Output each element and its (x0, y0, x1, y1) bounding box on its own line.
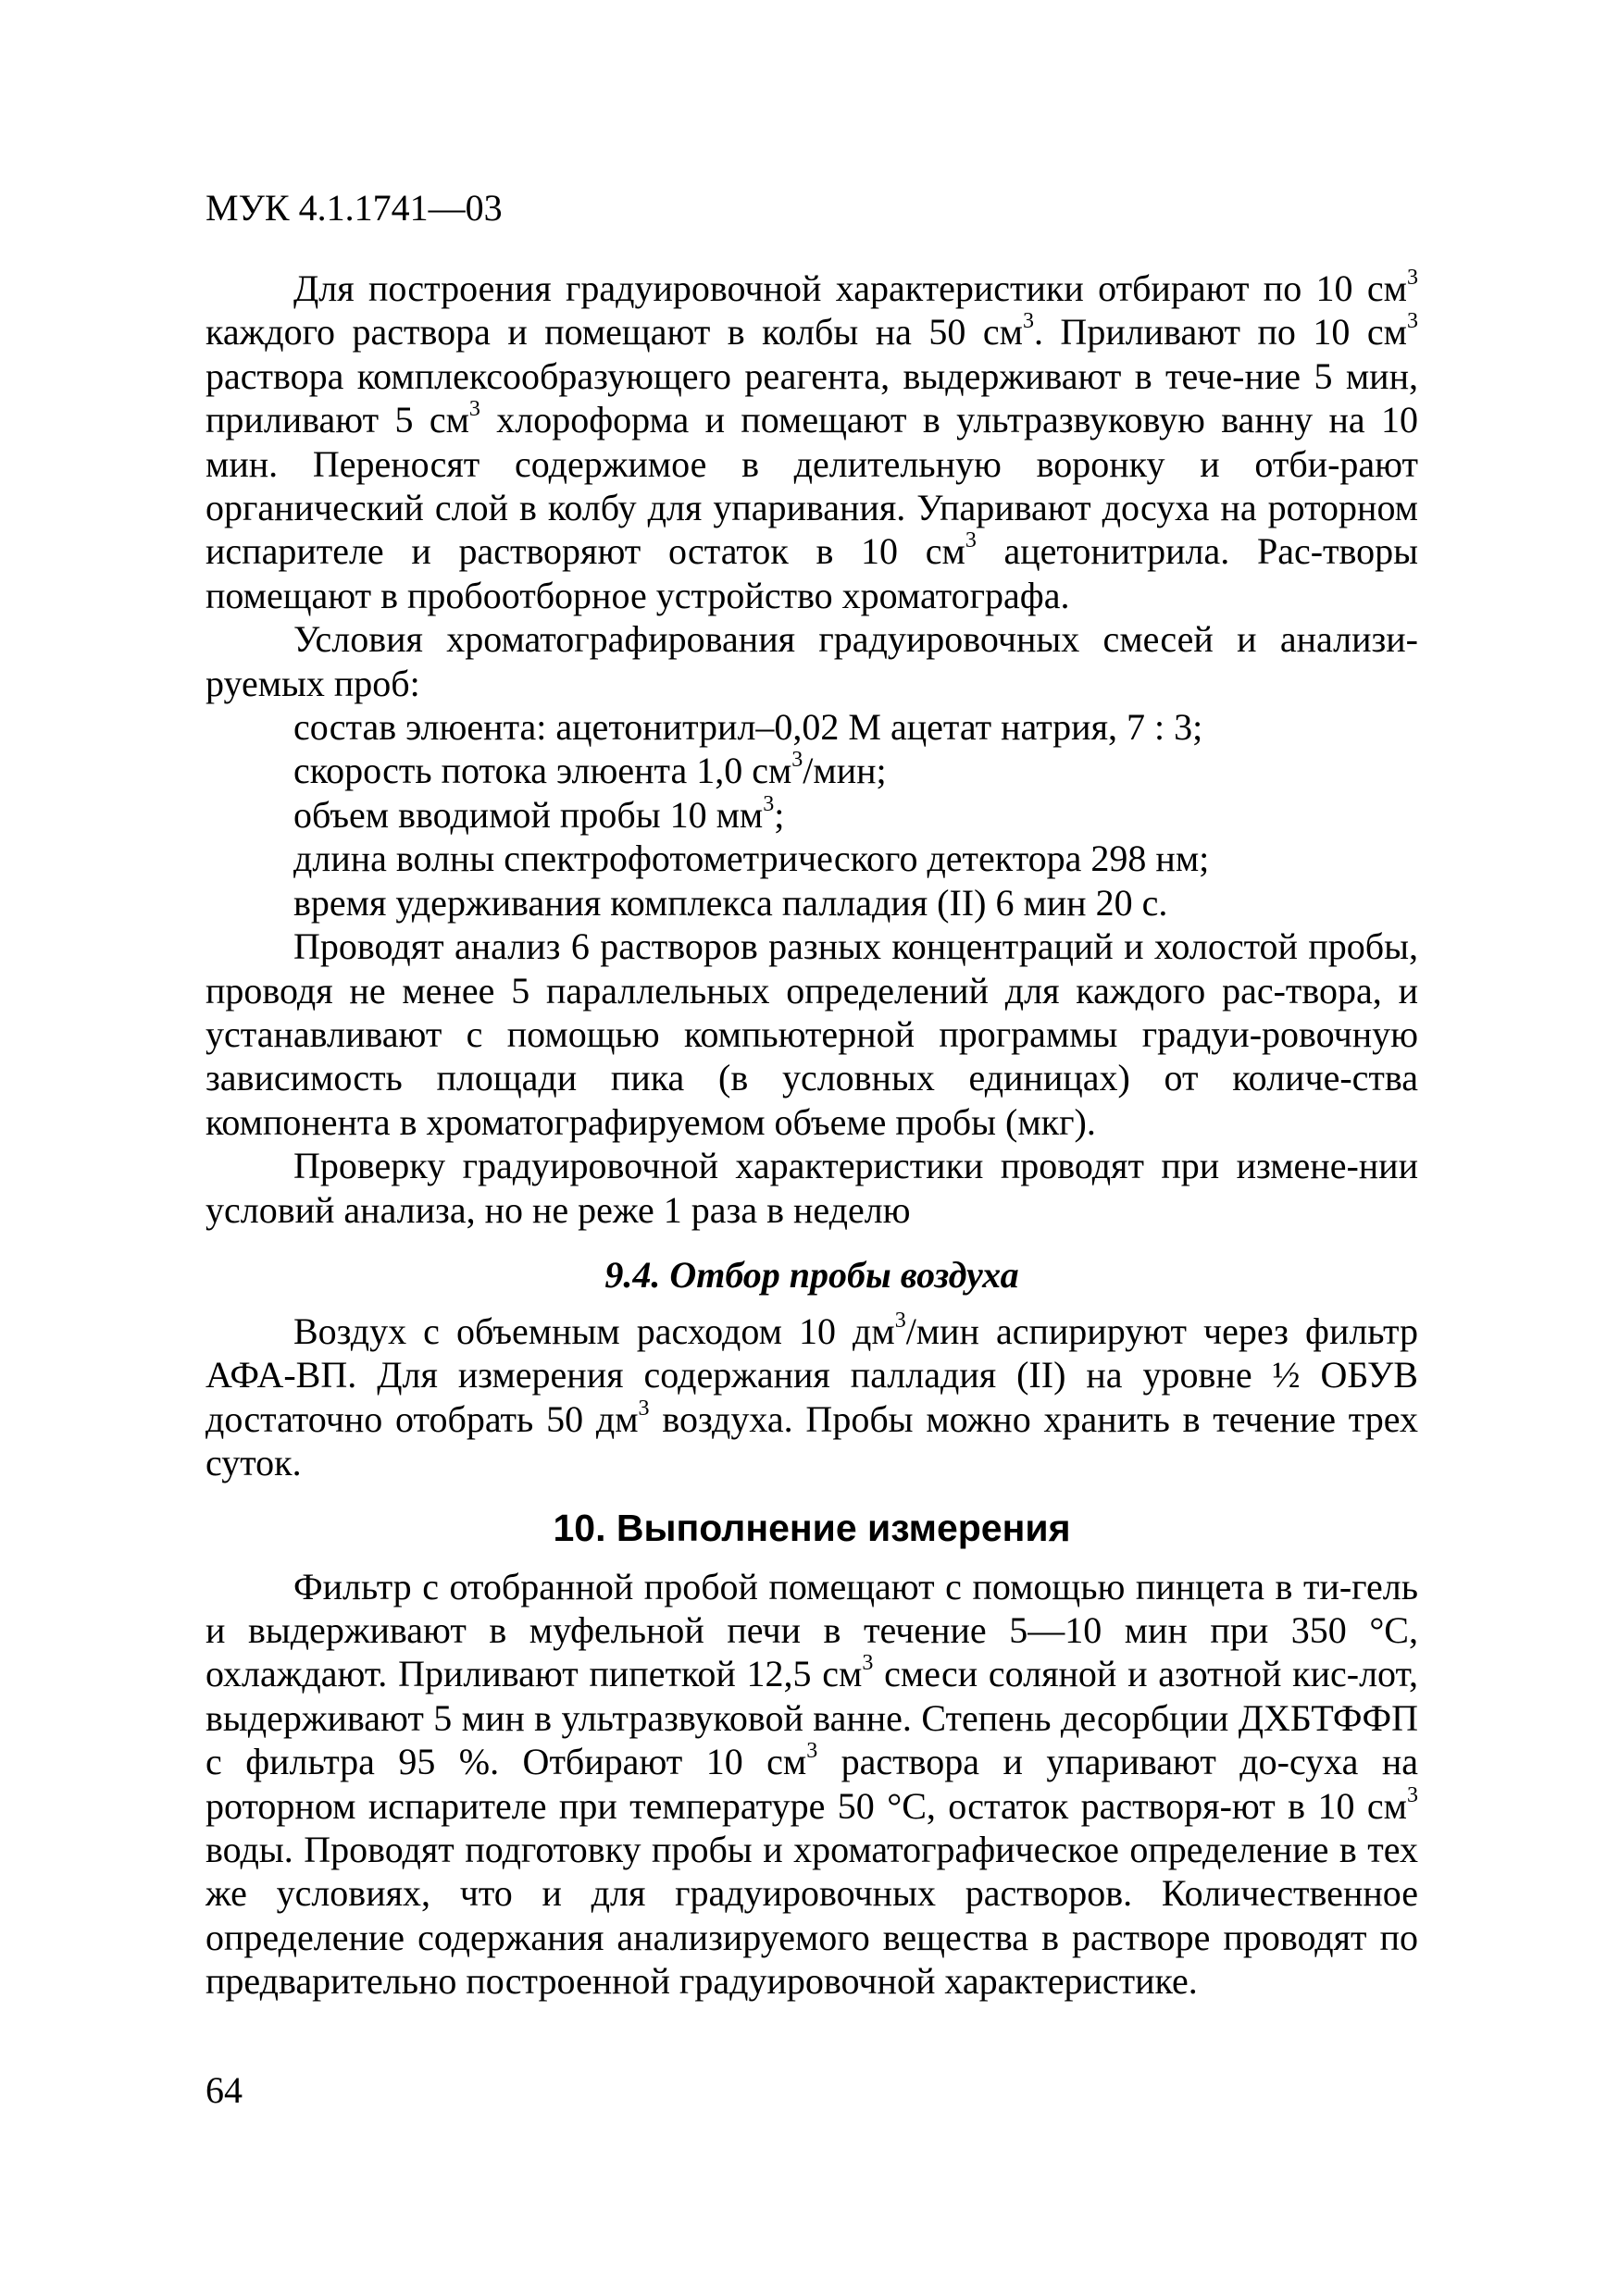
superscript: 3 (468, 397, 480, 422)
paragraph-calibration (205, 267, 1418, 617)
superscript: 3 (1407, 266, 1418, 290)
page-body (205, 267, 1418, 2004)
subsection-title: 9.4. Отбор пробы воздуха (604, 1253, 1019, 1296)
superscript: 3 (1406, 309, 1418, 334)
superscript: 3 (1022, 309, 1034, 334)
text-run: ; (774, 793, 785, 836)
condition-retention-time: время удерживания комплекса палладия (II) 6 мин 20 с. (293, 881, 1168, 924)
section-title: 10. Выполнение измерения (553, 1506, 1071, 1549)
text-run: Воздух с объемным расходом 10 дм (293, 1309, 895, 1352)
condition-eluent: состав элюента: ацетонитрил–0,02 М ацетат натрия, 7 : 3; (293, 706, 1203, 749)
paragraph-conditions-intro: Условия хроматографирования градуировочных смесей и анализи-руемых проб: (205, 618, 1418, 704)
text-run: Для построения градуировочной характеристики отбирают по 10 см (293, 267, 1407, 309)
text-run: раствора и упаривают до-суха на роторном испарителе при температуре 50 °С, остаток растворя-ют в 10 см (205, 1741, 1418, 1827)
superscript: 3 (965, 528, 977, 553)
condition-flow-rate (205, 749, 1418, 792)
superscript: 3 (894, 1308, 906, 1333)
text-run: раствора комплексообразующего реагента, выдерживают в тече-ние 5 мин, приливают 5 см (205, 354, 1418, 441)
running-header: МУК 4.1.1741—03 (205, 187, 503, 229)
text-run: Фильтр с отобранной пробой помещают с помощью пинцета в ти-гель и выдерживают в муфельной печи в течение 5—10 мин при 350 °С, охлаждают. Приливают пипеткой 12,5 см (205, 1565, 1418, 1695)
paragraph-verification: Проверку градуировочной характеристики проводят при измене-нии условий анализа, но не реже 1 раза в неделю (205, 1145, 1418, 1231)
paragraph-analysis: Проводят анализ 6 растворов разных концентраций и холостой пробы, проводя не менее 5 параллельных определений для каждого рас-твора, и устанавливают с помощью компьютерной программы градуи-ровочную зависимость площади пика (в условных единицах) от количе-ства компонента в хроматографируемом объеме пробы (мкг). (205, 925, 1418, 1143)
text-run: смеси соляной и азотной кис-лот, выдерживают 5 мин в ультразвуковой ванне. Степень десорбции ДХБТФФП с фильтра 95 %. Отбирают 10 см (205, 1653, 1418, 1783)
superscript: 3 (806, 1739, 818, 1764)
superscript: 3 (1407, 1782, 1418, 1807)
page-number: 64 (205, 2069, 243, 2111)
text-run: воздуха. Пробы можно хранить в течение трех суток. (205, 1397, 1418, 1484)
paragraph-air-sampling (205, 1309, 1418, 1485)
text-run: хлороформа и помещают в ультразвуковую ванну на 10 мин. Переносят содержимое в делительную воронку и отби-рают органический слой в колбу для упаривания. Упаривают досуха на роторном испарителе и растворяют остаток в 10 см (205, 399, 1418, 573)
text-run: объем вводимой пробы 10 мм (293, 793, 764, 836)
text-run: каждого раствора и помещают в колбы на 50 см (205, 311, 1023, 354)
text-run: скорость потока элюента 1,0 см (293, 750, 792, 792)
superscript: 3 (638, 1396, 650, 1421)
paragraph-measurement (205, 1565, 1418, 2004)
text-run: /мин аспирируют через фильтр АФА-ВП. Для измерения содержания палладия (II) на уровне ½ ОБУВ достаточно отобрать 50 дм (205, 1309, 1418, 1440)
text-run: . Приливают по 10 см (1033, 311, 1407, 354)
superscript: 3 (791, 748, 803, 773)
text-run: /мин; (803, 750, 887, 792)
condition-wavelength: длина волны спектрофотометрического детектора 298 нм; (293, 838, 1210, 880)
superscript: 3 (763, 791, 775, 816)
condition-injection-volume (205, 793, 1418, 837)
text-run: воды. Проводят подготовку пробы и хроматографическое определение в тех же условиях, что и для градуировочных растворов. Количественное определение содержания анализируемого вещества в растворе проводят по предварительно построенной градуировочной характеристике. (205, 1829, 1418, 2003)
superscript: 3 (862, 1651, 874, 1676)
text-run: ацетонитрила. Рас-творы помещают в пробоотборное устройство хроматографа. (205, 530, 1418, 616)
